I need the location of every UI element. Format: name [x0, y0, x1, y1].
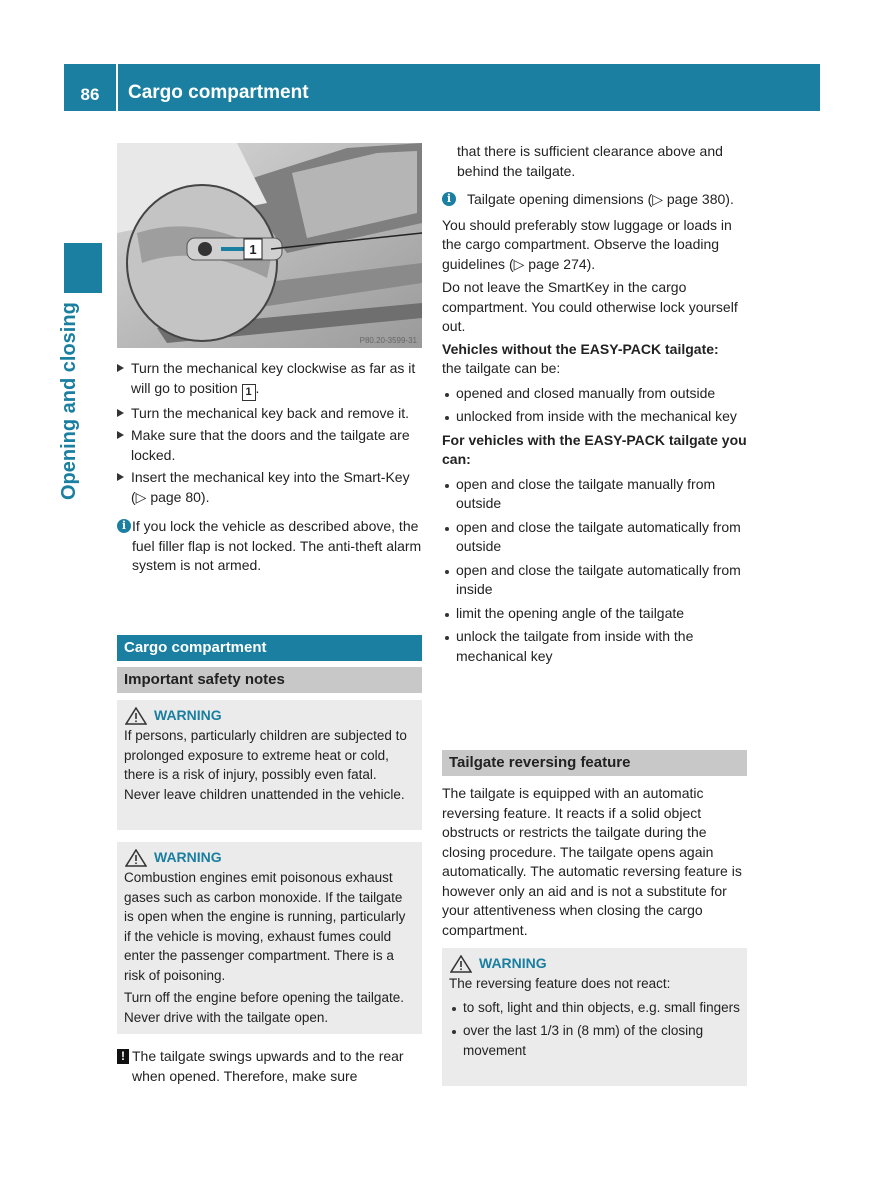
paragraph: You should preferably stow luggage or loads in the cargo compartment. Observe the loading guidelines (▷ page 274). — [442, 216, 732, 272]
step-arrow-icon — [117, 409, 124, 417]
warning-header: WARNING — [449, 954, 740, 974]
warning-text: Combustion engines emit poisonous exhaust gases such as carbon monoxide. If the tailgate is open when the engine is running, particularly if the vehicle is moving, exhaust fumes could enter the passenger compartment. There is a risk of poisoning. — [124, 870, 406, 983]
position-marker: 1 — [242, 384, 256, 401]
list-item: over the last 1/3 in (8 mm) of the closing movement — [449, 1021, 740, 1060]
warning-text: Turn off the engine before opening the tailgate. Never drive with the tailgate open. — [124, 990, 404, 1025]
paragraph: Do not leave the SmartKey in the cargo compartment. You could otherwise lock yourself out. — [442, 279, 738, 334]
image-code: P80.20-3599-31 — [359, 336, 417, 345]
right-column — [442, 142, 748, 670]
step-arrow-icon — [117, 431, 124, 439]
warning-box — [117, 700, 422, 830]
paragraph-heading: For vehicles with the EASY-PACK tailgate you can: — [442, 431, 747, 467]
bullet-icon — [445, 527, 449, 531]
bullet-icon — [452, 1030, 456, 1034]
page-header — [64, 64, 820, 111]
warning-box — [442, 948, 747, 1086]
list — [442, 384, 748, 427]
step-item: Make sure that the doors and the tailgate are locked. — [117, 426, 423, 465]
list-item: limit the opening angle of the tailgate — [442, 604, 748, 624]
left-column — [117, 359, 423, 576]
warning-triangle-icon — [450, 955, 472, 973]
paragraph: The tailgate is equipped with an automatic reversing feature. It reacts if a solid object obstructs or restricts the tailgate during the closing procedure. The tailgate opens again automatically. The automatic reversing feature is however only an aid and is not a substitute for your attentiveness when closing the cargo compartment. — [442, 785, 742, 938]
bullet-icon — [445, 570, 449, 574]
step-item: Insert the mechanical key into the Smart-Key (▷ page 80). — [117, 468, 423, 507]
callout-number: 1 — [249, 242, 257, 257]
bullet-icon — [445, 613, 449, 617]
paragraph: the tailgate can be: — [442, 360, 561, 376]
list-item: open and close the tailgate manually from outside — [442, 475, 748, 514]
header-bar — [118, 64, 820, 111]
warning-header: WARNING — [124, 706, 415, 726]
warning-triangle-icon — [125, 707, 147, 725]
list-item: unlocked from inside with the mechanical key — [442, 407, 748, 427]
bullet-icon — [445, 393, 449, 397]
subsection-heading: Tailgate reversing feature — [442, 750, 747, 776]
chapter-tab-label: Opening and closing — [58, 302, 80, 500]
step-item: Turn the mechanical key clockwise as far as it will go to position 1 . — [117, 359, 423, 401]
exclamation-icon: ! — [117, 1049, 129, 1064]
info-note: i Tailgate opening dimensions (▷ page 380). — [442, 190, 748, 210]
list-item: open and close the tailgate automatically from inside — [442, 561, 748, 600]
list-item: to soft, light and thin objects, e.g. small fingers — [449, 998, 740, 1018]
door-lock-illustration — [117, 143, 422, 348]
subsection-heading: Important safety notes — [117, 667, 422, 693]
paragraph-heading: Vehicles without the EASY-PACK tailgate: — [442, 340, 719, 357]
info-icon: i — [442, 192, 456, 206]
list — [442, 475, 748, 667]
step-arrow-icon — [117, 473, 124, 481]
bullet-icon — [445, 416, 449, 420]
step-item: Turn the mechanical key back and remove it. — [117, 404, 423, 424]
info-note: i If you lock the vehicle as described above, the fuel filler flap is not locked. The anti-theft alarm system is not armed. — [117, 517, 423, 576]
warning-box — [117, 842, 422, 1034]
page-title: Cargo compartment — [128, 82, 309, 103]
page-number: 86 — [64, 64, 116, 111]
step-arrow-icon — [117, 364, 124, 372]
warning-header: WARNING — [124, 848, 415, 868]
warning-text: The reversing feature does not react: — [449, 976, 671, 991]
section-heading: Cargo compartment — [117, 635, 422, 661]
bullet-icon — [445, 636, 449, 640]
continued-text: that there is sufficient clearance above and behind the tailgate. — [457, 143, 723, 179]
info-icon: i — [117, 519, 131, 533]
list-item: open and close the tailgate automatically from outside — [442, 518, 748, 557]
list-item: unlock the tailgate from inside with the mechanical key — [442, 627, 748, 666]
warning-text: If persons, particularly children are subjected to prolonged exposure to extreme heat or cold, there is a risk of injury, possibly even fatal. Never leave children unattended in the vehicle. — [124, 728, 407, 802]
bullet-icon — [452, 1007, 456, 1011]
notice-note: ! The tailgate swings upwards and to the rear when opened. Therefore, make sure — [117, 1047, 430, 1086]
chapter-tab-marker — [64, 243, 102, 293]
warning-triangle-icon — [125, 849, 147, 867]
right-column-lower — [442, 784, 748, 940]
bullet-icon — [445, 484, 449, 488]
list-item: opened and closed manually from outside — [442, 384, 748, 404]
